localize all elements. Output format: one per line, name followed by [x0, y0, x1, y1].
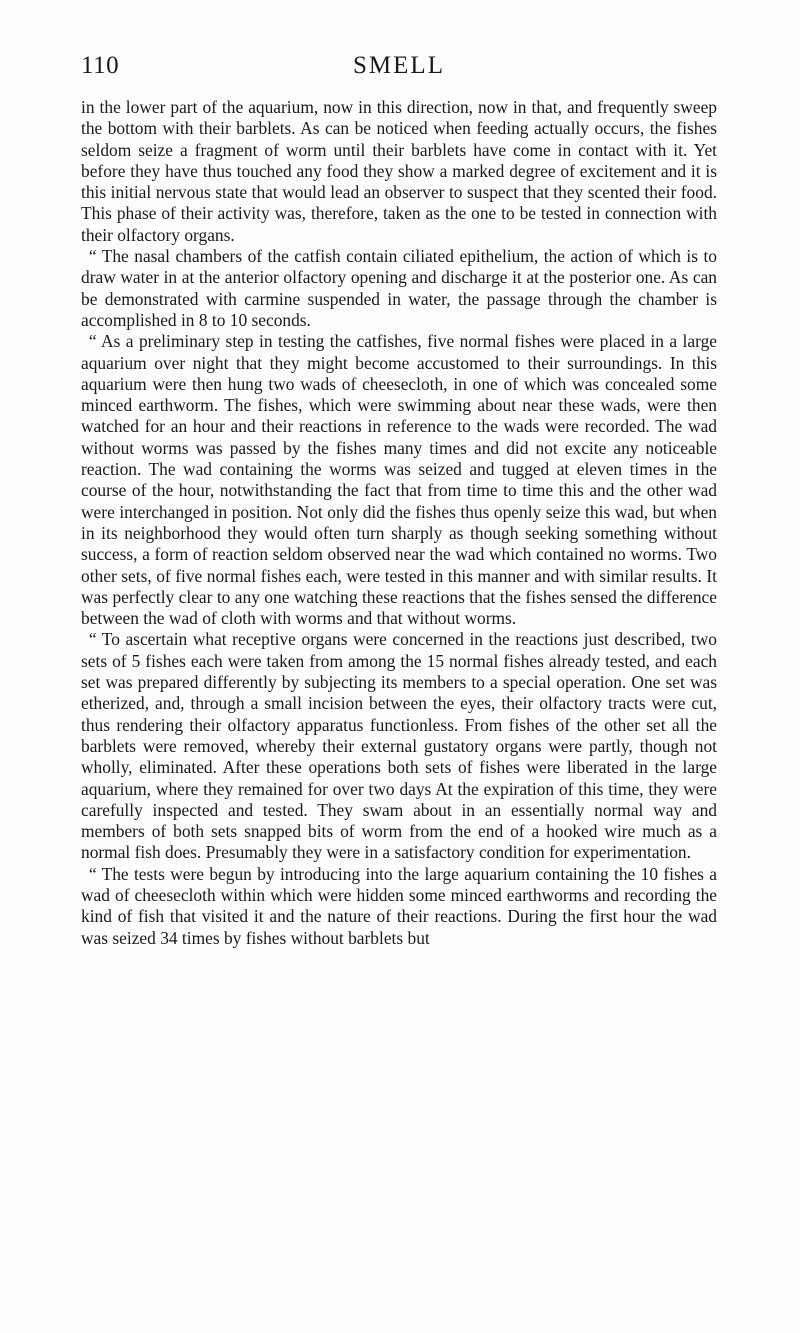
- paragraph-continuation: in the lower part of the aquarium, now in this direction, now in that, and frequently sweep the bottom with their barblets. As can be noticed when feeding actually occurs, the fishes seldom seize a fragment of worm until their barblets have come in contact with it. Yet before they have thus touched any food they show a marked degree of excitement and it is this initial nervous state that would lead an observer to suspect that they scented their food. This phase of their activity was, therefore, taken as the one to be tested in connection with their olfactory organs.: [81, 97, 717, 245]
- page-header: [81, 52, 717, 84]
- page-number: 110: [81, 52, 120, 79]
- running-head: SMELL: [353, 52, 445, 79]
- paragraph-tests-begun: “ The tests were begun by introducing into the large aquarium containing the 10 fishes a wad of cheesecloth within which were hidden some minced earthworms and recording the kind of fish that visited it and the nature of their reactions. During the first hour the wad was seized 34 times by fishes without barblets but: [81, 863, 717, 948]
- paragraph-nasal-chambers: “ The nasal chambers of the catfish contain ciliated epithelium, the action of which is to draw water in at the anterior olfactory opening and discharge it at the posterior one. As can be demonstrated with carmine suspended in water, the passage through the chamber is accomplished in 8 to 10 seconds.: [81, 246, 717, 330]
- body-text: [81, 97, 717, 949]
- paragraph-preliminary-step: “ As a preliminary step in testing the catfishes, five normal fishes were placed in a large aquarium over night that they might become accustomed to their surroundings. In this aquarium were then hung two wads of cheesecloth, in one of which was concealed some minced earthworm. The fishes, which were swimming about near these wads, were then watched for an hour and their reactions in reference to the wads were recorded. The wad without worms was passed by the fishes many times and did not excite any noticeable reaction. The wad containing the worms was seized and tugged at eleven times in the course of the hour, notwithstanding the fact that from time to time this and the other wad were interchanged in position. Not only did the fishes thus openly seize this wad, but when in its neighborhood they would often turn sharply as though seeking something without success, a form of reaction seldom observed near the wad which contained no worms. Two other sets, of five normal fishes each, were tested in this manner and with similar results. It was perfectly clear to any one watching these reactions that the fishes sensed the difference between the wad of cloth with worms and that without worms.: [81, 331, 717, 629]
- paragraph-receptive-organs: “ To ascertain what receptive organs were concerned in the reactions just described, two sets of 5 fishes each were taken from among the 15 normal fishes already tested, and each set was prepared differently by subjecting its members to a special operation. One set was etherized, and, through a small incision between the eyes, their olfactory tracts were cut, thus rendering their olfactory apparatus functionless. From fishes of the other set all the barblets were removed, whereby their external gustatory organs were partly, though not wholly, eliminated. After these operations both sets of fishes were liberated in the large aquarium, where they remained for over two days At the expiration of this time, they were carefully inspected and tested. They swam about in an essentially normal way and members of both sets snapped bits of worm from the end of a hooked wire much as a normal fish does. Presumably they were in a satisfactory condition for experimentation.: [81, 629, 717, 863]
